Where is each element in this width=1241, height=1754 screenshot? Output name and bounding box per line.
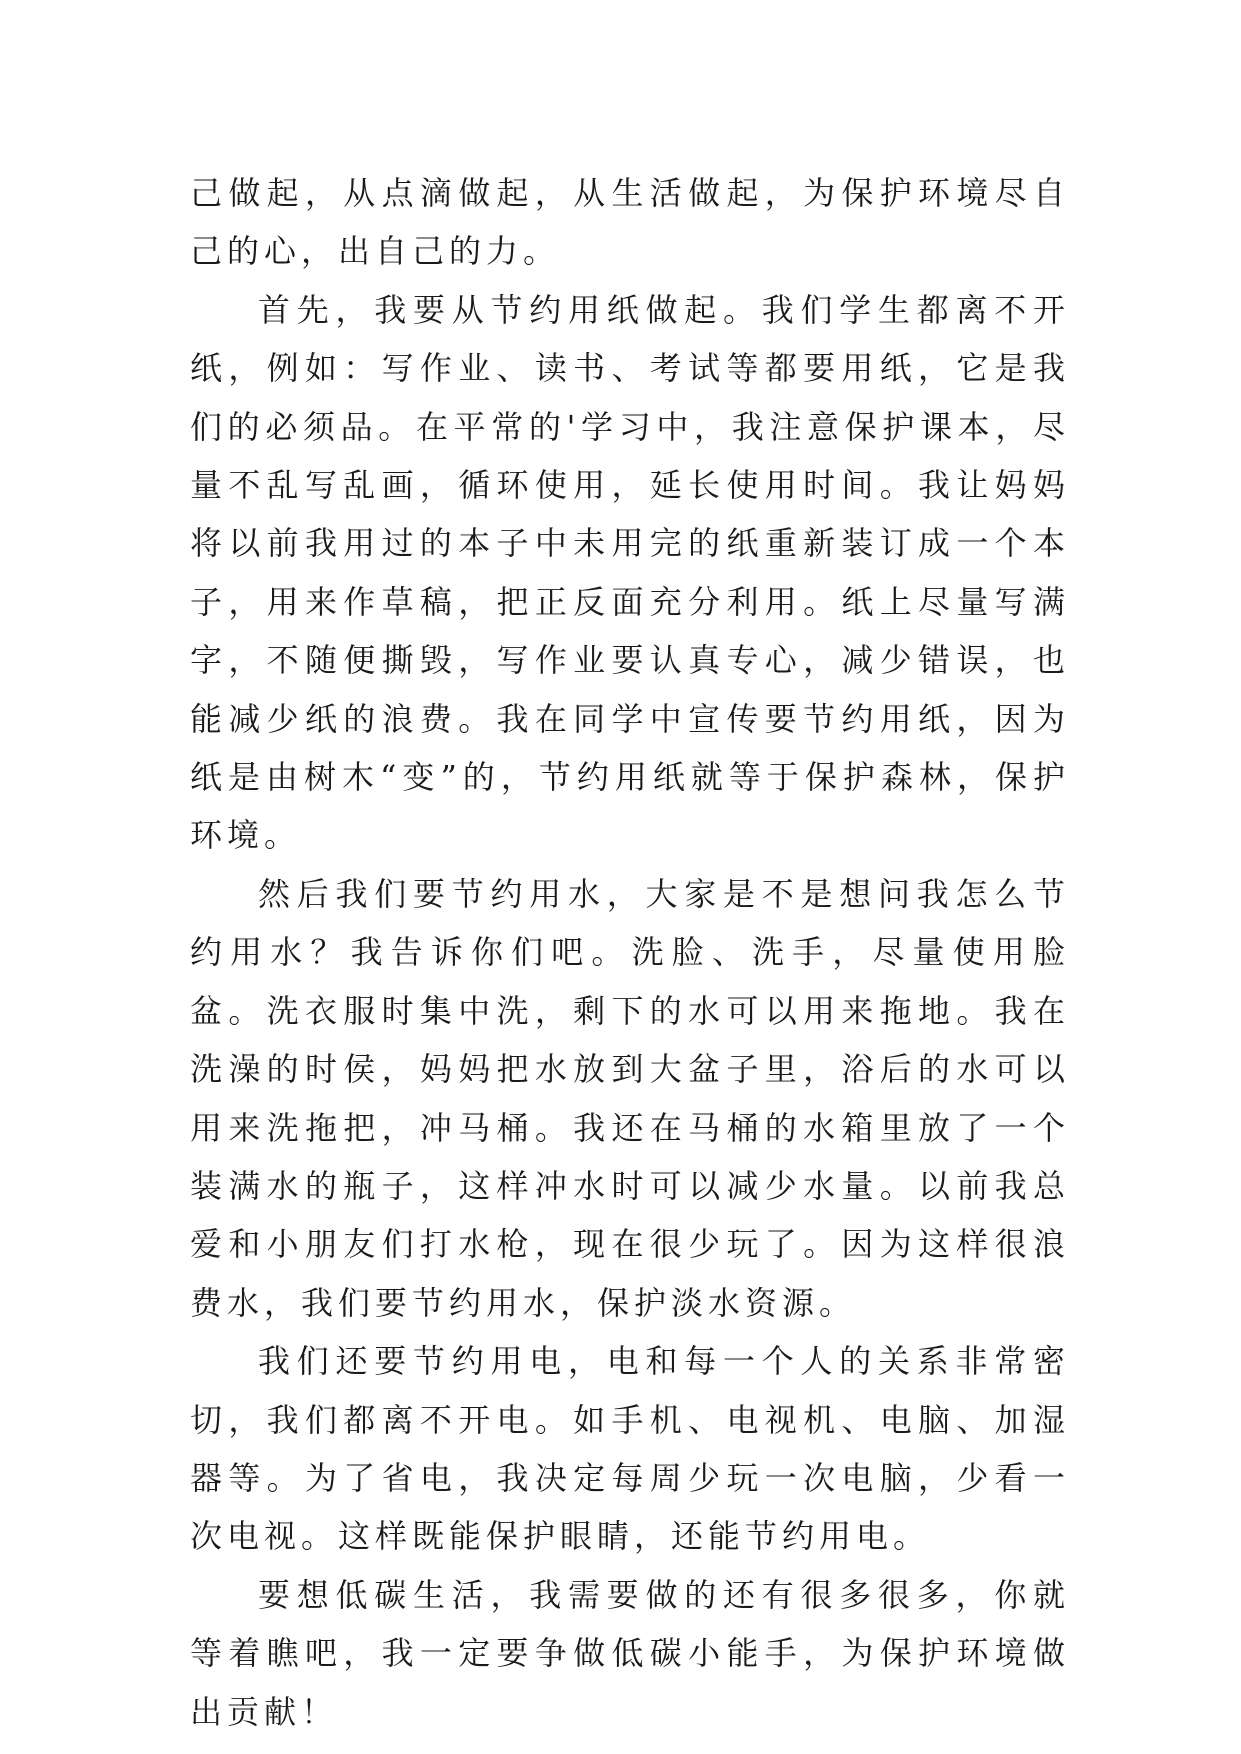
document-body — [190, 164, 1070, 1741]
paragraph-continuation: 己做起，从点滴做起，从生活做起，为保护环境尽自己的心，出自己的力。 — [190, 174, 1070, 271]
paragraph-save-paper: 首先，我要从节约用纸做起。我们学生都离不开纸，例如：写作业、读书、考试等都要用纸，它是我们的必须品。在平常的'学习中，我注意保护课本，尽量不乱写乱画，循环使用，延长使用时间。我让妈妈将以前我用过的本子中未用完的纸重新装订成一个本子，用来作草稿，把正反面充分利用。纸上尽量写满字，不随便撕毁，写作业要认真专心，减少错误，也能减少纸的浪费。我在同学中宣传要节约用纸，因为纸是由树木“变”的，节约用纸就等于保护森林，保护环境。 — [190, 290, 1070, 855]
paragraph-save-water: 然后我们要节约用水，大家是不是想问我怎么节约用水？我告诉你们吧。洗脸、洗手，尽量使用脸盆。洗衣服时集中洗，剩下的水可以用来拖地。我在洗澡的时侯，妈妈把水放到大盆子里，浴后的水可以用来洗拖把，冲马桶。我还在马桶的水箱里放了一个装满水的瓶子，这样冲水时可以减少水量。以前我总爱和小朋友们打水枪，现在很少玩了。因为这样很浪费水，我们要节约用水，保护淡水资源。 — [190, 874, 1070, 1322]
paragraph-conclusion: 要想低碳生活，我需要做的还有很多很多，你就等着瞧吧，我一定要争做低碳小能手，为保护环境做出贡献！ — [190, 1575, 1070, 1731]
paragraph-save-electricity: 我们还要节约用电，电和每一个人的关系非常密切，我们都离不开电。如手机、电视机、电脑、加湿器等。为了省电，我决定每周少玩一次电脑，少看一次电视。这样既能保护眼睛，还能节约用电。 — [190, 1342, 1070, 1556]
